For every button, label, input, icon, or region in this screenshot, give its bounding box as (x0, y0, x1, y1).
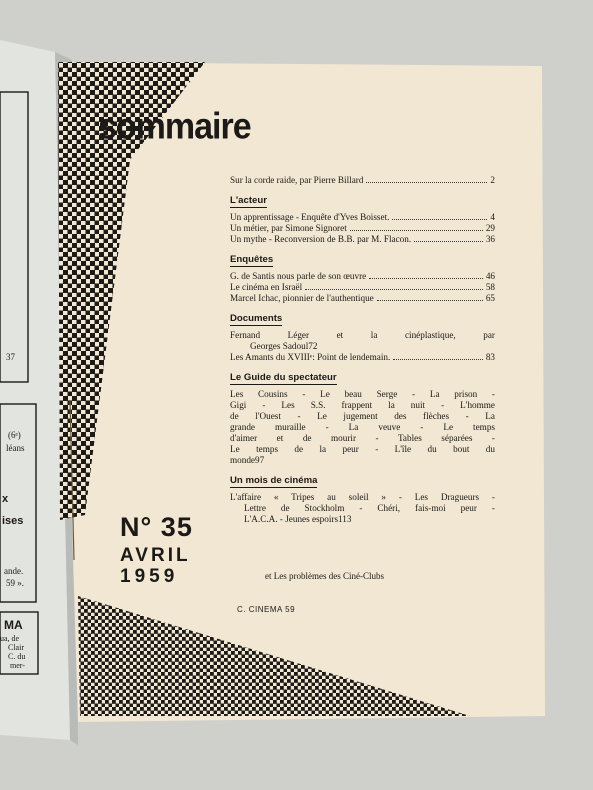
toc-entry[interactable] (230, 282, 495, 293)
toc-entry-page: 2 (490, 175, 495, 185)
toc-entry-page: 97 (255, 455, 265, 465)
toc-entry-line: Fernand Léger et la cinéplastique, par (230, 330, 495, 340)
toc-entry[interactable] (230, 212, 495, 223)
page-credit: C. CINEMA 59 (237, 605, 296, 614)
toc-entry-label: Georges Sadoul (250, 341, 309, 351)
leader-dots (392, 219, 487, 220)
issue-year: 1959 (120, 566, 179, 587)
toc-entry-label: monde (230, 455, 256, 465)
toc-entry-line: Gigi - Les S.S. frappent la nuit - L'homme (230, 400, 495, 410)
toc-entry-label: Marcel Ichac, pionnier de l'authentique (230, 293, 374, 303)
toc-entry[interactable] (230, 492, 495, 525)
left-page-fragment: x (2, 493, 9, 505)
toc-entry-page: 4 (490, 212, 495, 222)
section-heading-acteur: L'acteur (230, 195, 267, 206)
toc-entry-page: 113 (338, 514, 352, 524)
section-heading-mois: Un mois de cinéma (230, 475, 318, 486)
toc-entry-line: de l'Ouest - Le jugement des flèches - La (230, 411, 495, 421)
left-page-fragment: (6ᵉ) (8, 430, 21, 440)
left-page-fragment: mer- (10, 661, 25, 670)
leader-dots (414, 241, 483, 242)
left-page-fragment: MA (4, 618, 23, 632)
toc-entry-line: Lettre de Stockholm - Chéri, fais-moi peur - (244, 503, 495, 513)
toc-entry-label: L'A.C.A. - Jeunes espoirs (244, 514, 339, 524)
leader-dots (350, 230, 483, 231)
toc-entry[interactable] (230, 293, 495, 304)
toc-entry-label: Un métier, par Simone Signoret (230, 223, 347, 233)
toc-entry[interactable] (230, 234, 495, 245)
page-title: sommaire (98, 106, 251, 148)
toc-entry-label: G. de Santis nous parle de son œuvre (230, 271, 367, 281)
left-page-fragment: ande. (4, 566, 24, 576)
toc-entry-page: 46 (485, 271, 495, 281)
toc-entry[interactable] (230, 389, 495, 466)
toc-entry-label: Le cinéma en Israël (230, 282, 303, 292)
section-heading-documents: Documents (230, 313, 283, 324)
toc-entry-label: Les Amants du XVIIIᵉ: Point de lendemain. (230, 352, 391, 362)
left-page-fragment: 37 (6, 352, 15, 362)
toc-entry-page: 29 (485, 223, 495, 233)
toc-entry-label: Sur la corde raide, par Pierre Billard (230, 175, 364, 185)
toc-entry-page: 65 (485, 293, 495, 303)
toc-entry-line: d'aimer et de mourir - Tables séparées - (230, 433, 495, 443)
toc-entry[interactable] (230, 271, 495, 282)
leader-dots (369, 278, 483, 279)
toc-entry[interactable] (230, 352, 495, 363)
toc-entry-page: 83 (485, 352, 495, 362)
toc-entry-line: grande muraille - La veuve - Le temps (230, 422, 495, 432)
toc-entry-page: 58 (485, 282, 495, 292)
section-heading-enquetes: Enquêtes (230, 254, 274, 265)
issue-number: N° 35 (120, 512, 193, 542)
leader-dots (305, 289, 483, 290)
toc-entry-label: Un mythe - Reconversion de B.B. par M. Flacon. (230, 234, 412, 244)
toc-entry-line: Le temps de la peur - L'île du bout du (230, 444, 495, 454)
toc-entry-page: 72 (308, 341, 318, 351)
toc-entry[interactable] (230, 223, 495, 234)
issue-month: AVRIL (120, 545, 191, 566)
toc-entry-line: Les Cousins - Le beau Serge - La prison - (230, 389, 495, 399)
toc-entry[interactable] (230, 330, 495, 352)
toc-entry-line: L'affaire « Tripes au soleil » - Les Dragueurs - (230, 492, 495, 502)
section-heading-guide: Le Guide du spectateur (230, 372, 337, 383)
left-page-fragment: ises (2, 515, 24, 527)
toc-entry-intro[interactable] (230, 175, 495, 186)
toc-entry-label: Un apprentissage - Enquête d'Yves Boisset. (230, 212, 390, 222)
left-page-fragment: léans (6, 443, 25, 453)
left-page-fragment: ua, de (0, 634, 20, 643)
toc-entry-page: 36 (485, 234, 495, 244)
left-page-fragment: Clair (8, 643, 24, 652)
leader-dots (366, 182, 487, 183)
table-of-contents (230, 175, 495, 525)
closing-line[interactable]: et Les problèmes des Ciné-Clubs (265, 571, 384, 581)
leader-dots (377, 300, 483, 301)
left-page-fragment: C. du (8, 652, 26, 661)
leader-dots (393, 359, 483, 360)
left-page-fragment: 59 ». (6, 578, 24, 588)
